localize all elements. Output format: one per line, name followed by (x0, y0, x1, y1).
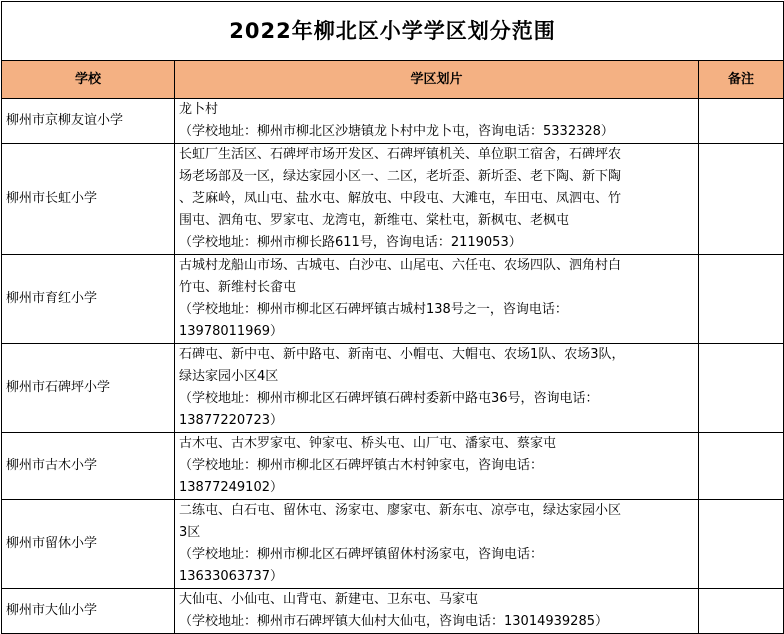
sheet-title: 2022年柳北区小学学区划分范围 (2, 2, 784, 61)
area-line: （学校地址：柳州市柳北区石碑坪镇古城村138号之一，咨询电话： (179, 302, 568, 317)
header-school[interactable]: 学校 (2, 61, 175, 99)
school-cell[interactable]: 柳州市大仙小学 (2, 589, 175, 634)
area-line: 长虹厂生活区、石碑坪市场开发区、石碑坪镇机关、单位职工宿舍，石碑坪农 (179, 147, 622, 162)
area-line: 古木屯、古木罗家屯、钟家屯、桥头屯、山厂屯、潘家屯、蔡家屯 (179, 436, 557, 451)
area-line: 大仙屯、小仙屯、山背屯、新建屯、卫东屯、马家屯 (179, 592, 479, 607)
area-line: 竹屯、新维村长畲屯 (179, 280, 297, 295)
table-row (2, 99, 784, 144)
note-cell[interactable] (699, 255, 784, 344)
area-line: 场老场部及一区，绿达家园小区一、二区，老圻歪、新圻歪、老下陶、新下陶 (179, 169, 622, 184)
school-cell[interactable]: 柳州市石碑坪小学 (2, 344, 175, 433)
header-note[interactable]: 备注 (699, 61, 784, 99)
table-row (2, 589, 784, 634)
area-line: 、芝麻岭，凤山屯、盐水屯、解放屯、中段屯、大滩屯，车田屯、凤泗屯、竹 (179, 191, 622, 206)
area-line: 13877249102） (179, 480, 283, 495)
table-row (2, 433, 784, 500)
area-cell[interactable] (175, 344, 699, 433)
area-cell[interactable] (175, 589, 699, 634)
table-row (2, 500, 784, 589)
table-row (2, 144, 784, 255)
area-line: 围屯、泗角屯、罗家屯、龙湾屯，新维屯、棠杜屯，新枫屯、老枫屯 (179, 213, 570, 228)
area-line: （学校地址：柳州市柳北区石碑坪镇石碑村委新中路屯36号，咨询电话： (179, 391, 599, 406)
area-line: （学校地址：柳州市石碑坪镇大仙村大仙屯，咨询电话：13014939285） (179, 614, 608, 629)
note-cell[interactable] (699, 589, 784, 634)
area-line: 绿达家园小区4区 (179, 369, 279, 384)
note-cell[interactable] (699, 144, 784, 255)
area-line: 13877220723） (179, 413, 283, 428)
header-row (2, 61, 784, 99)
school-cell[interactable]: 柳州市长虹小学 (2, 144, 175, 255)
area-line: 13978011969） (179, 324, 283, 339)
area-line: （学校地址：柳州市柳北区石碑坪镇留休村汤家屯，咨询电话： (179, 547, 544, 562)
area-line: 3区 (179, 525, 201, 540)
school-cell[interactable]: 柳州市留休小学 (2, 500, 175, 589)
area-cell[interactable] (175, 99, 699, 144)
note-cell[interactable] (699, 344, 784, 433)
area-cell[interactable] (175, 255, 699, 344)
note-cell[interactable] (699, 99, 784, 144)
school-district-table (1, 1, 784, 634)
area-cell[interactable] (175, 500, 699, 589)
school-cell[interactable]: 柳州市育红小学 (2, 255, 175, 344)
area-cell[interactable] (175, 433, 699, 500)
area-line: 13633063737） (179, 569, 283, 584)
table-row (2, 255, 784, 344)
table-row (2, 344, 784, 433)
area-line: （学校地址：柳州市柳北区石碑坪镇古木村钟家屯，咨询电话： (179, 458, 544, 473)
note-cell[interactable] (699, 433, 784, 500)
area-cell[interactable] (175, 144, 699, 255)
note-cell[interactable] (699, 500, 784, 589)
school-cell[interactable]: 柳州市古木小学 (2, 433, 175, 500)
area-line: （学校地址：柳州市柳北区沙塘镇龙卜村中龙卜屯，咨询电话：5332328） (179, 124, 614, 139)
title-row (2, 2, 784, 61)
area-line: 古城村龙船山市场、古城屯、白沙屯、山尾屯、六任屯、农场四队、泗角村白 (179, 258, 622, 273)
area-line: 石碑屯、新中屯、新中路屯、新南屯、小帽屯、大帽屯、农场1队、农场3队， (179, 347, 625, 362)
area-line: 龙卜村 (179, 102, 219, 117)
area-line: （学校地址：柳州市柳长路611号，咨询电话：2119053） (179, 235, 522, 250)
school-cell[interactable]: 柳州市京柳友谊小学 (2, 99, 175, 144)
area-line: 二练屯、白石屯、留休屯、汤家屯、廖家屯、新东屯、凉亭屯，绿达家园小区 (179, 503, 622, 518)
header-area[interactable]: 学区划片 (175, 61, 699, 99)
